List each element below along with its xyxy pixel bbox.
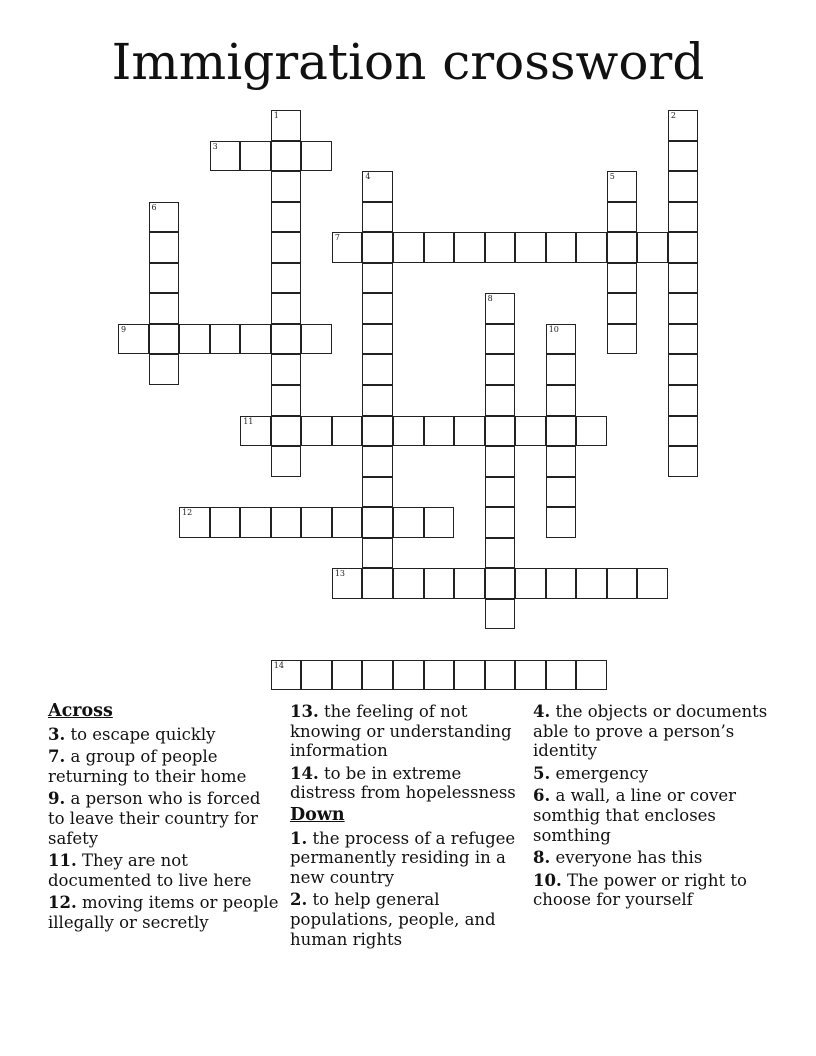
- grid-cell[interactable]: [546, 477, 577, 508]
- grid-cell[interactable]: [271, 263, 302, 294]
- grid-cell[interactable]: [485, 324, 516, 355]
- grid-cell[interactable]: [668, 354, 699, 385]
- clue-number-label: 3: [212, 141, 218, 151]
- grid-cell[interactable]: [271, 202, 302, 233]
- grid-cell[interactable]: [668, 446, 699, 477]
- grid-cell[interactable]: [332, 568, 363, 599]
- grid-cell[interactable]: [271, 385, 302, 416]
- grid-cell[interactable]: [637, 568, 668, 599]
- grid-cell[interactable]: [485, 354, 516, 385]
- grid-cell[interactable]: [149, 263, 180, 294]
- grid-cell[interactable]: [485, 477, 516, 508]
- grid-cell[interactable]: [454, 232, 485, 263]
- grid-cell[interactable]: [271, 293, 302, 324]
- clue-number-label: 12: [182, 508, 193, 518]
- grid-cell[interactable]: [485, 599, 516, 630]
- grid-cell[interactable]: [454, 660, 485, 691]
- clue-column-1: [48, 702, 280, 936]
- grid-cell[interactable]: [485, 538, 516, 569]
- grid-cell[interactable]: [454, 416, 485, 447]
- grid-cell[interactable]: [546, 385, 577, 416]
- grid-cell[interactable]: [607, 232, 638, 263]
- grid-cell[interactable]: [668, 202, 699, 233]
- page-title: Immigration crossword: [111, 33, 705, 91]
- grid-cell[interactable]: [668, 324, 699, 355]
- grid-cell[interactable]: [149, 324, 180, 355]
- grid-cell[interactable]: [271, 324, 302, 355]
- down-clue: 2. to help general populations, people, and human rights: [290, 890, 496, 949]
- grid-cell[interactable]: [546, 354, 577, 385]
- grid-cell[interactable]: [424, 568, 455, 599]
- grid-cell[interactable]: [607, 568, 638, 599]
- grid-cell[interactable]: [179, 324, 210, 355]
- grid-cell[interactable]: [668, 141, 699, 172]
- across-heading: Across: [48, 701, 113, 721]
- grid-cell[interactable]: [362, 660, 393, 691]
- grid-cell[interactable]: [485, 446, 516, 477]
- grid-cell[interactable]: [362, 385, 393, 416]
- grid-cell[interactable]: [485, 385, 516, 416]
- clue-column-3: [533, 702, 773, 913]
- down-clue: 6. a wall, a line or cover somthig that encloses somthing: [533, 786, 737, 845]
- grid-cell[interactable]: [362, 446, 393, 477]
- grid-cell[interactable]: [271, 141, 302, 172]
- grid-cell[interactable]: [362, 171, 393, 202]
- grid-cell[interactable]: [454, 568, 485, 599]
- grid-cell[interactable]: [607, 263, 638, 294]
- grid-cell[interactable]: [271, 446, 302, 477]
- across-clue: 12. moving items or people illegally or secretly: [48, 893, 279, 932]
- clue-number-label: 4: [365, 172, 371, 182]
- grid-cell[interactable]: [362, 293, 393, 324]
- grid-cell[interactable]: [546, 568, 577, 599]
- grid-cell[interactable]: [393, 232, 424, 263]
- across-clue: 13. the feeling of not knowing or understanding information: [290, 702, 512, 761]
- grid-cell[interactable]: [668, 232, 699, 263]
- grid-cell[interactable]: [607, 324, 638, 355]
- grid-cell[interactable]: [149, 293, 180, 324]
- grid-cell[interactable]: [668, 293, 699, 324]
- down-clue: 8. everyone has this: [533, 848, 703, 868]
- grid-cell[interactable]: [240, 507, 271, 538]
- grid-cell[interactable]: [668, 263, 699, 294]
- grid-cell[interactable]: [210, 324, 241, 355]
- grid-cell[interactable]: [362, 232, 393, 263]
- grid-cell[interactable]: [576, 416, 607, 447]
- grid-cell[interactable]: [424, 232, 455, 263]
- grid-cell[interactable]: [546, 660, 577, 691]
- grid-cell[interactable]: [149, 232, 180, 263]
- grid-cell[interactable]: [271, 232, 302, 263]
- grid-cell[interactable]: [362, 507, 393, 538]
- grid-cell[interactable]: [301, 324, 332, 355]
- grid-cell[interactable]: [515, 232, 546, 263]
- grid-cell[interactable]: [393, 507, 424, 538]
- grid-cell[interactable]: [485, 293, 516, 324]
- down-clue: 4. the objects or documents able to prove a person’s identity: [533, 702, 768, 761]
- across-clue: 7. a group of people returning to their home: [48, 747, 247, 786]
- grid-cell[interactable]: [362, 538, 393, 569]
- grid-cell[interactable]: [271, 110, 302, 141]
- grid-cell[interactable]: [362, 477, 393, 508]
- grid-cell[interactable]: [301, 660, 332, 691]
- grid-cell[interactable]: [424, 507, 455, 538]
- clue-number-label: 9: [121, 324, 127, 334]
- clue-number-label: 10: [548, 324, 559, 334]
- grid-cell[interactable]: [271, 416, 302, 447]
- grid-cell[interactable]: [668, 110, 699, 141]
- grid-cell[interactable]: [301, 141, 332, 172]
- grid-cell[interactable]: [332, 232, 363, 263]
- grid-cell[interactable]: [362, 354, 393, 385]
- grid-cell[interactable]: [485, 568, 516, 599]
- grid-cell[interactable]: [301, 416, 332, 447]
- clue-number-label: 13: [334, 569, 346, 579]
- grid-cell[interactable]: [210, 507, 241, 538]
- grid-cell[interactable]: [240, 141, 271, 172]
- grid-cell[interactable]: [424, 660, 455, 691]
- grid-cell[interactable]: [546, 232, 577, 263]
- clue-number-label: 8: [487, 294, 493, 304]
- grid-cell[interactable]: [668, 416, 699, 447]
- grid-cell[interactable]: [301, 507, 332, 538]
- grid-cell[interactable]: [149, 354, 180, 385]
- down-clue: 10. The power or right to choose for yourself: [533, 870, 747, 910]
- grid-cell[interactable]: [332, 660, 363, 691]
- grid-cell[interactable]: [271, 354, 302, 385]
- grid-cell[interactable]: [637, 232, 668, 263]
- grid-cell[interactable]: [576, 660, 607, 691]
- grid-cell[interactable]: [668, 385, 699, 416]
- grid-cell[interactable]: [668, 171, 699, 202]
- across-clue: 11. They are not documented to live here: [48, 851, 252, 890]
- grid-cell[interactable]: [485, 232, 516, 263]
- grid-cell[interactable]: [424, 416, 455, 447]
- grid-cell[interactable]: [546, 507, 577, 538]
- clue-column-2: [290, 702, 528, 952]
- down-clue: 1. the process of a refugee permanently residing in a new country: [290, 828, 516, 887]
- grid-cell[interactable]: [362, 263, 393, 294]
- grid-cell[interactable]: [607, 171, 638, 202]
- grid-cell[interactable]: [485, 416, 516, 447]
- grid-cell[interactable]: [210, 141, 241, 172]
- grid-cell[interactable]: [515, 660, 546, 691]
- across-clue: 3. to escape quickly: [48, 724, 216, 744]
- clue-number-label: 14: [273, 660, 284, 670]
- clue-number-label: 11: [243, 416, 254, 426]
- grid-cell[interactable]: [240, 416, 271, 447]
- grid-cell[interactable]: [118, 324, 149, 355]
- across-clue: 9. a person who is forced to leave their country for safety: [48, 789, 261, 848]
- grid-cell[interactable]: [393, 660, 424, 691]
- grid-cell[interactable]: [393, 568, 424, 599]
- clue-number-label: 7: [334, 233, 340, 243]
- down-heading: Down: [290, 804, 345, 825]
- grid-cell[interactable]: [607, 202, 638, 233]
- grid-cell[interactable]: [515, 568, 546, 599]
- grid-cell[interactable]: [362, 202, 393, 233]
- grid-cell[interactable]: [362, 568, 393, 599]
- grid-cell[interactable]: [362, 324, 393, 355]
- grid-cell[interactable]: [546, 416, 577, 447]
- grid-cell[interactable]: [546, 324, 577, 355]
- grid-cell[interactable]: [515, 416, 546, 447]
- grid-cell[interactable]: [332, 416, 363, 447]
- grid-cell[interactable]: [576, 232, 607, 263]
- grid-cell[interactable]: [576, 568, 607, 599]
- across-clue: 14. to be in extreme distress from hopelessness: [290, 763, 516, 803]
- clue-number-label: 1: [273, 111, 279, 120]
- grid-cell[interactable]: [271, 171, 302, 202]
- grid-cell[interactable]: [362, 416, 393, 447]
- grid-cell[interactable]: [332, 507, 363, 538]
- clue-number-label: 5: [609, 172, 615, 182]
- clue-number-label: 2: [670, 111, 676, 120]
- grid-cell[interactable]: [393, 416, 424, 447]
- grid-cell[interactable]: [485, 507, 516, 538]
- grid-cell[interactable]: [240, 324, 271, 355]
- grid-cell[interactable]: [546, 446, 577, 477]
- clue-number-label: 6: [151, 202, 157, 212]
- grid-cell[interactable]: [271, 660, 302, 691]
- grid-cell[interactable]: [485, 660, 516, 691]
- down-clue: 5. emergency: [533, 763, 649, 783]
- grid-cell[interactable]: [179, 507, 210, 538]
- grid-cell[interactable]: [271, 507, 302, 538]
- grid-cell[interactable]: [149, 202, 180, 233]
- grid-cell[interactable]: [607, 293, 638, 324]
